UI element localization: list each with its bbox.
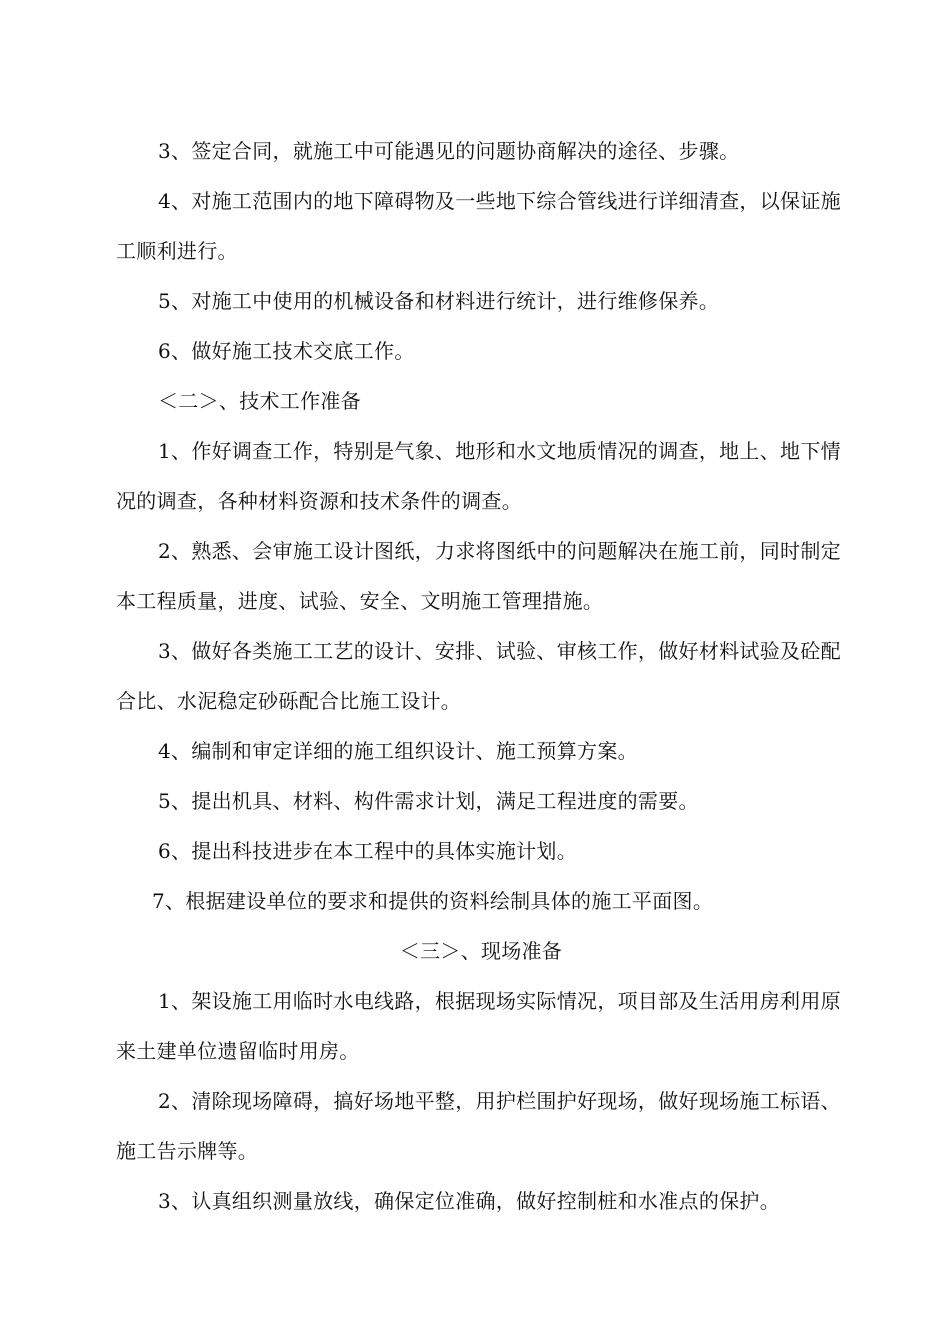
paragraph-tech-4: 4、编制和审定详细的施工组织设计、施工预算方案。 [158, 739, 638, 763]
document-body [0, 126, 950, 1226]
paragraph-prep-5: 5、对施工中使用的机械设备和材料进行统计，进行维修保养。 [158, 289, 720, 313]
paragraph-tech-6: 6、提出科技进步在本工程中的具体实施计划。 [158, 839, 578, 863]
paragraph-site-2: 2、清除现场障碍，搞好场地平整，用护栏围护好现场，做好现场施工标语、施工告示牌等。 [116, 1089, 841, 1163]
paragraph-site-3: 3、认真组织测量放线，确保定位准确，做好控制桩和水准点的保护。 [158, 1189, 781, 1213]
paragraph-tech-5: 5、提出机具、材料、构件需求计划，满足工程进度的需要。 [158, 789, 699, 813]
paragraph-site-1: 1、架设施工用临时水电线路，根据现场实际情况，项目部及生活用房利用原来土建单位遗留临时用房。 [116, 989, 841, 1063]
section-heading-site: ＜三＞、现场准备 [399, 939, 563, 963]
paragraph-tech-1: 1、作好调查工作，特别是气象、地形和水文地质情况的调查，地上、地下情况的调查，各种材料资源和技术条件的调查。 [116, 439, 841, 513]
paragraph-tech-7: 7、根据建设单位的要求和提供的资料绘制具体的施工平面图。 [152, 889, 714, 913]
paragraph-prep-3: 3、签定合同，就施工中可能遇见的问题协商解决的途径、步骤。 [158, 139, 740, 163]
paragraph-prep-4: 4、对施工范围内的地下障碍物及一些地下综合管线进行详细清查，以保证施工顺利进行。 [116, 189, 841, 263]
paragraph-tech-3: 3、做好各类施工工艺的设计、安排、试验、审核工作，做好材料试验及砼配合比、水泥稳定砂砾配合比施工设计。 [116, 639, 841, 713]
paragraph-prep-6: 6、做好施工技术交底工作。 [158, 339, 415, 363]
paragraph-tech-2: 2、熟悉、会审施工设计图纸，力求将图纸中的问题解决在施工前，同时制定本工程质量，进度、试验、安全、文明施工管理措施。 [116, 539, 841, 613]
section-heading-technical: ＜二＞、技术工作准备 [158, 389, 361, 413]
